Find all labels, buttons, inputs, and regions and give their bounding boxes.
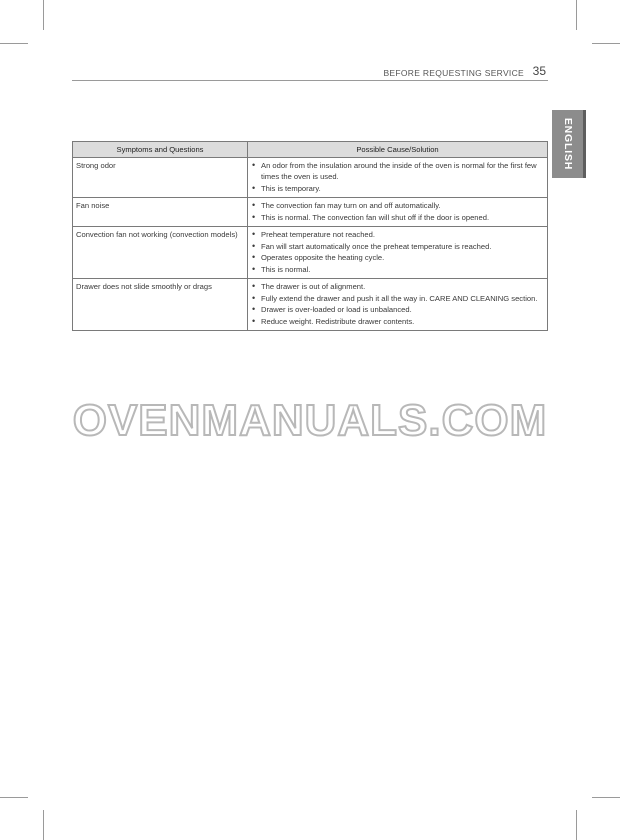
cause-cell xyxy=(248,279,548,331)
cause-item: • This is normal. The convection fan will shut off if the door is opened. xyxy=(251,212,544,224)
cause-cell xyxy=(248,198,548,227)
table-row xyxy=(73,227,548,279)
cause-item: • This is temporary. xyxy=(251,183,544,195)
watermark: OVENMANUALS.COM xyxy=(72,396,548,445)
table-row xyxy=(73,157,548,198)
crop-mark xyxy=(43,810,44,840)
page-number: 35 xyxy=(532,64,546,78)
cause-item: • Reduce weight. Redistribute drawer contents. xyxy=(251,316,544,328)
cause-list xyxy=(251,160,544,195)
symptom-cell: Drawer does not slide smoothly or drags xyxy=(73,279,248,331)
cause-item: • The convection fan may turn on and off automatically. xyxy=(251,200,544,212)
cause-item: • Preheat temperature not reached. xyxy=(251,229,544,241)
cause-item: • This is normal. xyxy=(251,264,544,276)
column-header-causes: Possible Cause/Solution xyxy=(248,142,548,158)
section-title: BEFORE REQUESTING SERVICE xyxy=(383,68,524,78)
cause-item: • Operates opposite the heating cycle. xyxy=(251,252,544,264)
column-header-symptoms: Symptoms and Questions xyxy=(73,142,248,158)
crop-mark xyxy=(592,797,620,798)
language-tab xyxy=(552,110,586,178)
cause-list xyxy=(251,281,544,327)
crop-mark xyxy=(0,43,28,44)
cause-item: • The drawer is out of alignment. xyxy=(251,281,544,293)
symptom-cell: Strong odor xyxy=(73,157,248,198)
cause-item: • An odor from the insulation around the inside of the oven is normal for the first few times the oven is used. xyxy=(251,160,544,183)
crop-mark xyxy=(592,43,620,44)
crop-mark xyxy=(0,797,28,798)
table-header-row xyxy=(73,142,548,158)
cause-item: • Fully extend the drawer and push it all the way in. CARE AND CLEANING section. xyxy=(251,293,544,305)
crop-mark xyxy=(43,0,44,30)
cause-item: • Fan will start automatically once the preheat temperature is reached. xyxy=(251,241,544,253)
table-row xyxy=(73,198,548,227)
cause-cell xyxy=(248,227,548,279)
cause-list xyxy=(251,229,544,275)
page-header xyxy=(72,62,548,81)
crop-mark xyxy=(576,0,577,30)
table-row xyxy=(73,279,548,331)
troubleshooting-table xyxy=(72,141,548,331)
crop-mark xyxy=(576,810,577,840)
cause-item: • Drawer is over-loaded or load is unbalanced. xyxy=(251,304,544,316)
symptom-cell: Fan noise xyxy=(73,198,248,227)
language-tab-label: ENGLISH xyxy=(561,117,574,171)
cause-cell xyxy=(248,157,548,198)
cause-list xyxy=(251,200,544,223)
symptom-cell: Convection fan not working (convection models) xyxy=(73,227,248,279)
